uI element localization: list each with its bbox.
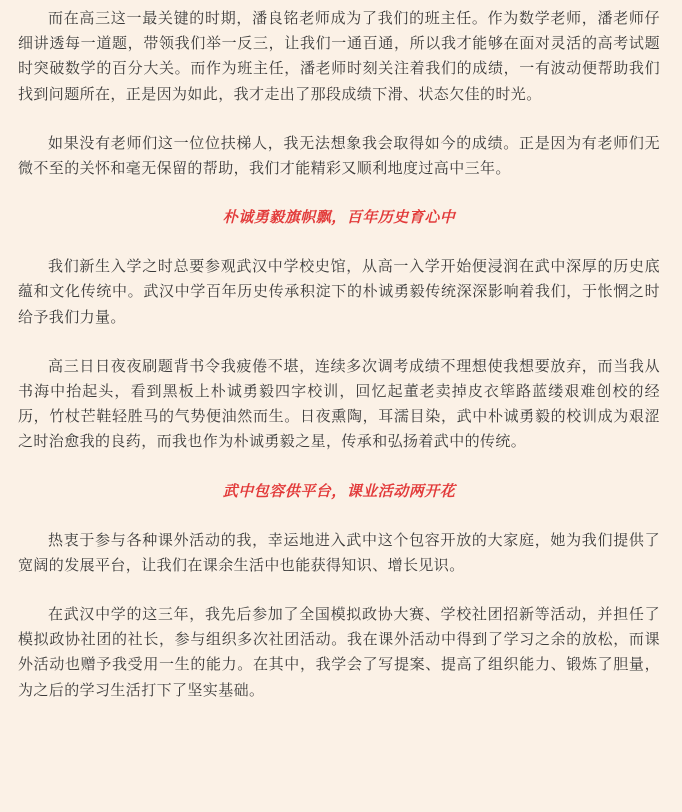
paragraph-class-teacher: 而在高三这一最关键的时期，潘良铭老师成为了我们的班主任。作为数学老师，潘老师仔细讲透每一道题，带领我们举一反三，让我们一通百通，所以我才能够在面对灵活的高考试题时突破数学的百分大关。而作为班主任，潘老师时刻关注着我们的成绩，一有波动便帮助我们找到问题所在，正是因为如此，我才走出了那段成绩下滑、状态欠佳的时光。	[18, 9, 660, 103]
paragraph-gap	[18, 330, 660, 354]
paragraph-school-motto: 高三日日夜夜刷题背书令我疲倦不堪，连续多次调考成绩不理想使我想要放弃，而当我从书海中抬起头，看到黑板上朴诚勇毅四字校训，回忆起董老卖掉皮衣筚路蓝缕艰难创校的经历，竹杖芒鞋轻胜马的气势便油然而生。日夜熏陶，耳濡目染，武中朴诚勇毅的校训成为艰涩之时治愈我的良药，而我也作为朴诚勇毅之星，传承和弘扬着武中的传统。	[18, 356, 660, 451]
paragraph-gap	[18, 578, 660, 602]
section-heading-tradition: 朴诚勇毅旗帜飘，百年历史育心中	[222, 208, 456, 227]
paragraph-teachers-gratitude: 如果没有老师们这一位位扶梯人，我无法想象我会取得如今的成绩。正是因为有老师们无微不至的关怀和毫无保留的帮助，我们才能精彩又顺利地度过高中三年。	[18, 133, 660, 178]
section-heading-activities: 武中包容供平台，课业活动两开花	[222, 481, 456, 500]
paragraph-gap	[18, 455, 660, 479]
paragraph-school-history: 我们新生入学之时总要参观武汉中学校史馆，从高一入学开始便浸润在武中深厚的历史底蕴和文化传统中。武汉中学百年历史传承积淀下的朴诚勇毅传统深深影响着我们，于怅惘之时给予我们力量。	[18, 257, 660, 326]
paragraph-gap	[18, 181, 660, 205]
paragraph-gap	[18, 230, 660, 254]
paragraph-activities-detail: 在武汉中学的这三年，我先后参加了全国模拟政协大赛、学校社团招新等活动，并担任了模拟政协社团的社长，参与组织多次社团活动。我在课外活动中得到了学习之余的放松，而课外活动也赠予我受用一生的能力。在其中，我学会了写提案、提高了组织能力、锻炼了胆量，为之后的学习生活打下了坚实基础。	[18, 605, 660, 699]
paragraph-gap	[18, 504, 660, 528]
paragraph-gap	[18, 107, 660, 131]
paragraph-activities-intro: 热衷于参与各种课外活动的我，幸运地进入武中这个包容开放的大家庭，她为我们提供了宽阔的发展平台，让我们在课余生活中也能获得知识、增长见识。	[18, 530, 660, 574]
